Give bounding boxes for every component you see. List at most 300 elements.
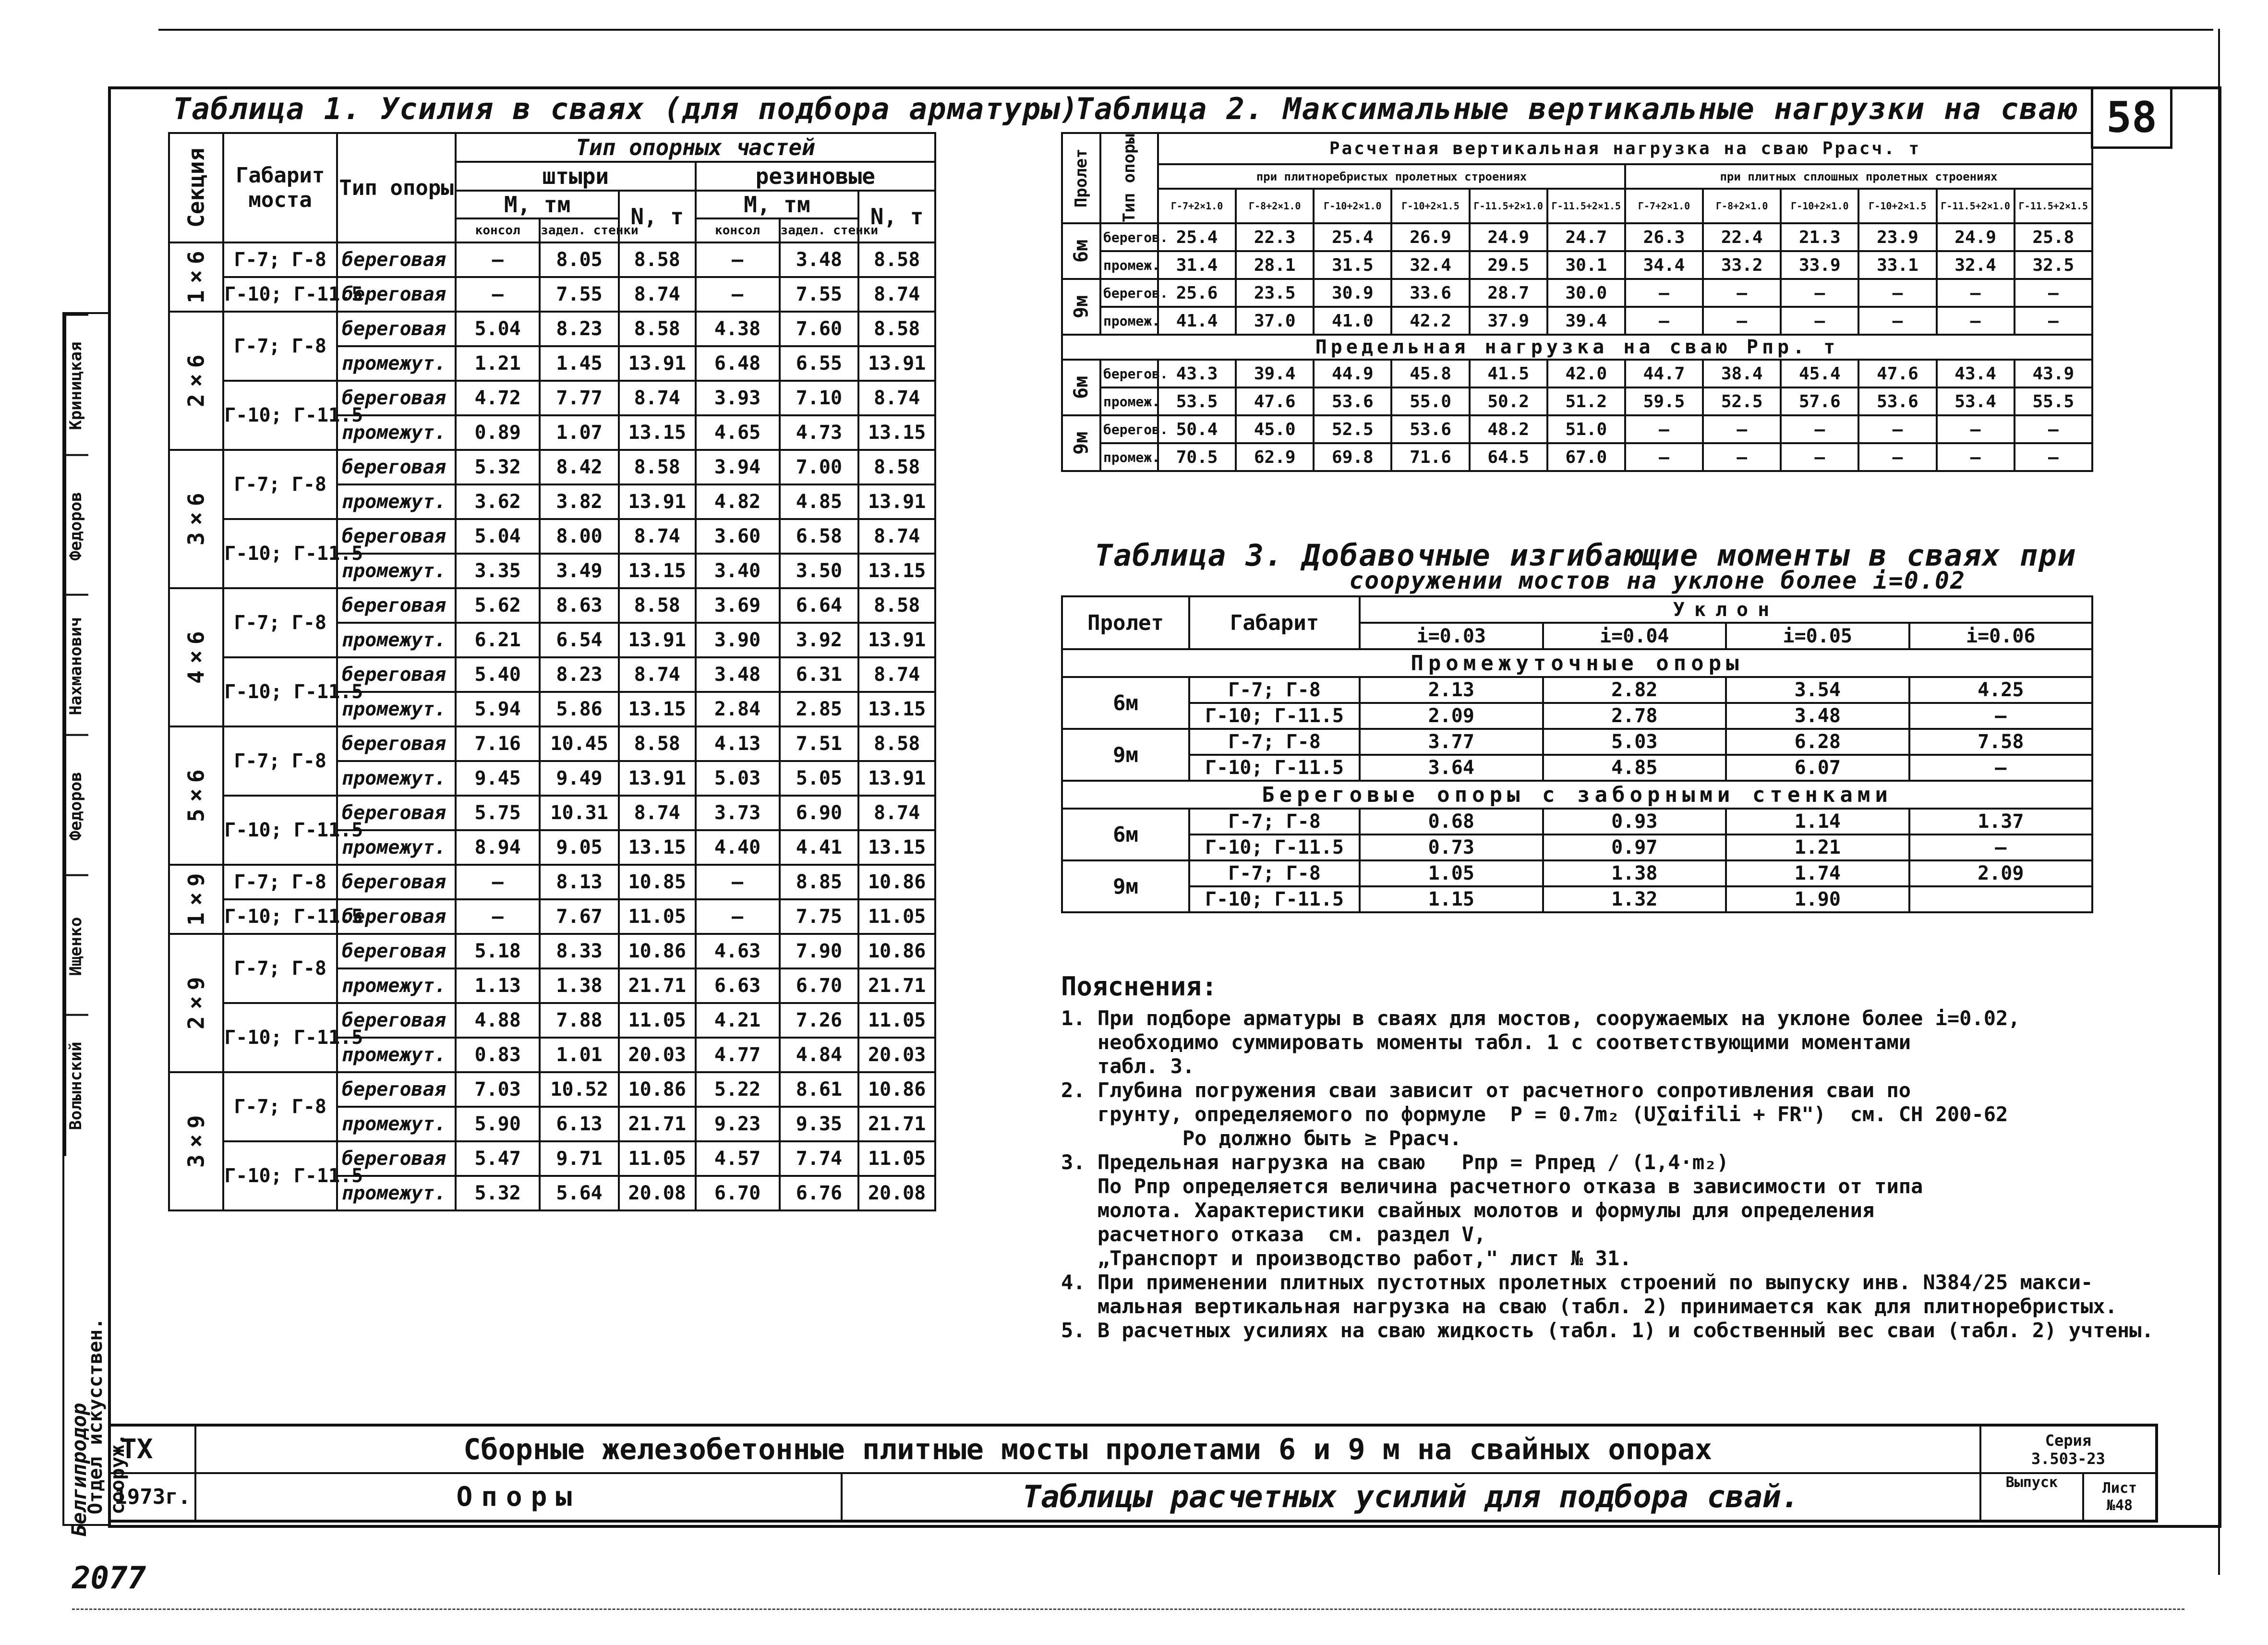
- t2-h-col: Г-11.5+2×1.0: [1470, 189, 1547, 223]
- t1-value: 8.74: [619, 381, 696, 415]
- t1-value: 11.05: [619, 899, 696, 934]
- t1-value: 8.74: [858, 796, 935, 830]
- t1-value: 4.82: [696, 484, 780, 519]
- t1-value: —: [456, 242, 540, 277]
- t3-gabarit: Г-7; Г-8: [1189, 729, 1360, 755]
- t3-value: [1909, 886, 2093, 912]
- t1-support-type: береговая: [337, 277, 456, 312]
- table3-row: [1062, 835, 2092, 860]
- t1-value: 4.41: [780, 830, 859, 865]
- t1-support-type: промежут.: [337, 554, 456, 588]
- tb-part: Опоры: [195, 1473, 842, 1521]
- bottom-number: 2077: [72, 1560, 146, 1596]
- t1-support-type: промежут.: [337, 484, 456, 519]
- t2-h-col: Г-10+2×1.0: [1314, 189, 1391, 223]
- note-line: 1. При подборе арматуры в сваях для мостов, сооружаемых на уклоне более i=0.02,: [1061, 1006, 2020, 1030]
- t1-support-type: береговая: [337, 899, 456, 934]
- t1-gabarit: Г-10; Г-11.5: [223, 1003, 337, 1072]
- note-line: „Транспорт и производство работ," лист № 31.: [1061, 1246, 1632, 1270]
- t2-value: 59.5: [1625, 387, 1703, 415]
- tb-sheet-title: Таблицы расчетных усилий для подбора свай.: [842, 1473, 1980, 1521]
- t3-gabarit: Г-10; Г-11.5: [1189, 835, 1360, 860]
- t2-value: 21.3: [1781, 223, 1858, 251]
- t2-value: 30.1: [1547, 251, 1625, 279]
- t1-value: 5.04: [456, 312, 540, 346]
- t2-h-solid: при плитных сплошных пролетных строениях: [1625, 164, 2092, 189]
- t2-value: —: [1625, 307, 1703, 335]
- t3-value: —: [1909, 835, 2093, 860]
- t1-section: 1×6: [169, 242, 223, 312]
- table1-row: [169, 381, 935, 415]
- t1-gabarit: Г-10; Г-11.5: [223, 381, 337, 450]
- t2-value: 67.0: [1547, 443, 1625, 471]
- t1-value: 13.91: [619, 346, 696, 381]
- t2-value: —: [1937, 415, 2015, 443]
- tb-series: 3.503-23: [2031, 1449, 2105, 1468]
- t1-value: 8.58: [858, 450, 935, 484]
- t3-h-slope-val: i=0.06: [1909, 623, 2093, 649]
- t2-value: 45.8: [1391, 360, 1469, 387]
- t3-value: 4.85: [1543, 755, 1726, 781]
- t1-value: —: [696, 899, 780, 934]
- t2-value: —: [1858, 415, 1936, 443]
- t1-value: 10.31: [540, 796, 619, 830]
- t1-gabarit: Г-10; Г-11.5: [223, 277, 337, 312]
- t2-value: 53.4: [1937, 387, 2015, 415]
- t1-value: 9.45: [456, 761, 540, 796]
- t1-value: 9.23: [696, 1107, 780, 1141]
- t2-value: 31.4: [1158, 251, 1236, 279]
- t2-h-col: Г-11.5+2×1.5: [2015, 189, 2092, 223]
- t3-value: 0.93: [1543, 809, 1726, 835]
- t1-value: 5.90: [456, 1107, 540, 1141]
- t2-value: 24.9: [1470, 223, 1547, 251]
- t1-h-n2: N, т: [858, 191, 935, 242]
- t1-support-type: промежут.: [337, 415, 456, 450]
- t2-h-type: Тип опоры: [1100, 133, 1158, 223]
- t3-gabarit: Г-7; Г-8: [1189, 809, 1360, 835]
- t1-value: 10.86: [619, 934, 696, 968]
- t2-h-col: Г-11.5+2×1.5: [1547, 189, 1625, 223]
- table2-header-row: [1062, 189, 2092, 223]
- t1-value: 13.15: [858, 692, 935, 726]
- t2-value: —: [1781, 443, 1858, 471]
- t1-support-type: береговая: [337, 450, 456, 484]
- t2-type: промеж.: [1100, 387, 1158, 415]
- t3-h-gabarit: Габарит: [1189, 596, 1360, 649]
- t2-h-col: Г-10+2×1.0: [1781, 189, 1858, 223]
- t1-value: 10.52: [540, 1072, 619, 1107]
- t2-value: 44.9: [1314, 360, 1391, 387]
- t1-support-type: промежут.: [337, 968, 456, 1003]
- t1-h-bearing: Тип опорных частей: [456, 133, 935, 162]
- t1-value: 8.58: [619, 588, 696, 623]
- t3-value: 2.09: [1909, 860, 2093, 886]
- t1-value: 5.86: [540, 692, 619, 726]
- t2-value: 53.6: [1391, 415, 1469, 443]
- t1-value: 13.91: [858, 484, 935, 519]
- t3-h-slope-val: i=0.03: [1360, 623, 1543, 649]
- t1-value: 3.93: [696, 381, 780, 415]
- t1-value: 4.57: [696, 1141, 780, 1176]
- t1-value: 6.31: [780, 657, 859, 692]
- t1-h-pins: штыри: [456, 162, 695, 191]
- t1-value: 7.67: [540, 899, 619, 934]
- t3-value: 1.15: [1360, 886, 1543, 912]
- t2-value: 25.4: [1314, 223, 1391, 251]
- table1: [168, 132, 936, 1211]
- t3-value: 4.25: [1909, 677, 2093, 703]
- t2-value: 25.6: [1158, 279, 1236, 307]
- table2-row: [1062, 387, 2092, 415]
- t1-value: 11.05: [858, 1003, 935, 1038]
- t1-value: 6.55: [780, 346, 859, 381]
- t1-value: 7.03: [456, 1072, 540, 1107]
- t1-value: 4.72: [456, 381, 540, 415]
- t1-support-type: береговая: [337, 242, 456, 277]
- t1-value: 13.91: [858, 623, 935, 657]
- t1-value: 3.94: [696, 450, 780, 484]
- t2-value: 23.5: [1236, 279, 1314, 307]
- t1-support-type: береговая: [337, 519, 456, 554]
- side-name: Волынский: [64, 1014, 88, 1156]
- t1-value: 1.45: [540, 346, 619, 381]
- t1-value: 8.58: [858, 726, 935, 761]
- t1-value: 1.38: [540, 968, 619, 1003]
- t2-type: промеж.: [1100, 307, 1158, 335]
- t1-value: 2.84: [696, 692, 780, 726]
- t2-value: 50.4: [1158, 415, 1236, 443]
- t1-value: 6.90: [780, 796, 859, 830]
- t1-value: 8.74: [619, 657, 696, 692]
- t1-value: —: [456, 277, 540, 312]
- t2-value: 53.6: [1314, 387, 1391, 415]
- t1-value: 10.45: [540, 726, 619, 761]
- t2-value: —: [1858, 443, 1936, 471]
- t1-gabarit: Г-7; Г-8: [223, 312, 337, 381]
- t3-gabarit: Г-10; Г-11.5: [1189, 703, 1360, 729]
- t1-value: 8.94: [456, 830, 540, 865]
- side-dept: Отдел искусствен. сооруж.: [84, 1318, 129, 1514]
- t1-value: 8.23: [540, 312, 619, 346]
- t2-value: —: [1858, 279, 1936, 307]
- t1-support-type: береговая: [337, 381, 456, 415]
- right-edge-rule: [2218, 29, 2220, 1575]
- t2-value: 42.0: [1547, 360, 1625, 387]
- t1-value: 3.48: [696, 657, 780, 692]
- t2-value: 53.5: [1158, 387, 1236, 415]
- t3-value: 0.68: [1360, 809, 1543, 835]
- t1-gabarit: Г-7; Г-8: [223, 934, 337, 1003]
- t1-value: —: [456, 899, 540, 934]
- t2-value: 37.9: [1470, 307, 1547, 335]
- t1-h-rubber: резиновые: [696, 162, 935, 191]
- t2-h-ribbed: при плитноребристых пролетных строениях: [1158, 164, 1625, 189]
- table3-section-row: [1062, 781, 2092, 809]
- note-line: мальная вертикальная нагрузка на сваю (табл. 2) принимается как для плитноребристых.: [1061, 1294, 2117, 1318]
- t2-value: —: [1858, 307, 1936, 335]
- t2-value: 52.5: [1314, 415, 1391, 443]
- t1-value: 1.21: [456, 346, 540, 381]
- t2-value: 23.9: [1858, 223, 1936, 251]
- note-line: 4. При применении плитных пустотных пролетных строений по выпуску инв. N384/25 макси-: [1061, 1270, 2093, 1294]
- t1-value: 13.91: [619, 623, 696, 657]
- t1-support-type: береговая: [337, 1003, 456, 1038]
- t3-span: 9м: [1062, 860, 1189, 912]
- t1-value: 8.58: [858, 588, 935, 623]
- t1-value: 13.91: [619, 761, 696, 796]
- t1-h-m: M, тм: [456, 191, 619, 218]
- note-line: табл. 3.: [1061, 1054, 1195, 1078]
- t3-value: 2.82: [1543, 677, 1726, 703]
- t1-value: 8.74: [619, 519, 696, 554]
- table3-row: [1062, 677, 2092, 703]
- t1-value: 4.77: [696, 1038, 780, 1072]
- t3-value: —: [1909, 755, 2093, 781]
- notes: [1061, 971, 2154, 1343]
- side-name: Нахманович: [64, 594, 88, 736]
- t3-span: 9м: [1062, 729, 1189, 781]
- t2-value: 28.1: [1236, 251, 1314, 279]
- t3-value: 6.28: [1726, 729, 1909, 755]
- notes-heading: Пояснения:: [1061, 971, 1218, 1002]
- t3-h-span: Пролет: [1062, 596, 1189, 649]
- t1-value: 3.50: [780, 554, 859, 588]
- t1-h-clamped: задел. стенки: [540, 218, 619, 242]
- t2-value: 69.8: [1314, 443, 1391, 471]
- t2-value: 26.9: [1391, 223, 1469, 251]
- t2-value: 43.3: [1158, 360, 1236, 387]
- t1-value: 8.33: [540, 934, 619, 968]
- t1-value: 6.21: [456, 623, 540, 657]
- t1-value: 20.08: [858, 1176, 935, 1210]
- table2-row: [1062, 307, 2092, 335]
- t2-value: 31.5: [1314, 251, 1391, 279]
- table1-title: Таблица 1. Усилия в сваях (для подбора арматуры): [173, 91, 1079, 126]
- t2-type: берегов.: [1100, 415, 1158, 443]
- t2-value: 55.5: [2015, 387, 2092, 415]
- t1-value: 4.21: [696, 1003, 780, 1038]
- t1-value: 5.75: [456, 796, 540, 830]
- top-rule: [158, 29, 2213, 31]
- t1-value: —: [696, 242, 780, 277]
- t1-section: 2×6: [169, 312, 223, 450]
- t1-support-type: промежут.: [337, 346, 456, 381]
- t2-value: —: [1625, 415, 1703, 443]
- t2-value: —: [1703, 415, 1781, 443]
- table1-row: [169, 277, 935, 312]
- t2-value: —: [1703, 443, 1781, 471]
- t1-value: 8.58: [858, 242, 935, 277]
- t2-value: —: [1937, 307, 2015, 335]
- t2-value: 24.7: [1547, 223, 1625, 251]
- t2-type: берегов.: [1100, 360, 1158, 387]
- table1-row: [169, 588, 935, 623]
- t1-value: 7.74: [780, 1141, 859, 1176]
- t1-gabarit: Г-7; Г-8: [223, 1072, 337, 1141]
- tb-series-cell: [1980, 1425, 2157, 1473]
- t3-value: 1.32: [1543, 886, 1726, 912]
- t1-h-support: Тип опоры: [337, 133, 456, 242]
- t3-h-slope-val: i=0.05: [1726, 623, 1909, 649]
- t1-value: 1.13: [456, 968, 540, 1003]
- t3-value: —: [1909, 703, 2093, 729]
- t1-support-type: береговая: [337, 726, 456, 761]
- side-name: Федоров: [64, 454, 88, 596]
- t2-span: 9м: [1062, 415, 1100, 471]
- t1-section: 2×9: [169, 934, 223, 1072]
- t1-value: 20.03: [619, 1038, 696, 1072]
- t2-value: 45.0: [1236, 415, 1314, 443]
- t1-value: 13.15: [619, 415, 696, 450]
- t1-value: 5.32: [456, 1176, 540, 1210]
- t1-value: 13.15: [619, 692, 696, 726]
- t2-value: —: [2015, 307, 2092, 335]
- t1-support-type: промежут.: [337, 623, 456, 657]
- table2-section-row: [1062, 335, 2092, 360]
- t2-h-col: Г-10+2×1.5: [1858, 189, 1936, 223]
- t1-h2-clamped: задел. стенки: [780, 218, 859, 242]
- t1-value: 0.89: [456, 415, 540, 450]
- t2-type: берегов.: [1100, 279, 1158, 307]
- t1-value: 2.85: [780, 692, 859, 726]
- t1-gabarit: Г-7; Г-8: [223, 588, 337, 657]
- t1-value: 9.49: [540, 761, 619, 796]
- t3-value: 2.13: [1360, 677, 1543, 703]
- t2-value: —: [2015, 279, 2092, 307]
- t1-value: 9.35: [780, 1107, 859, 1141]
- t1-value: —: [456, 865, 540, 899]
- t2-value: 30.9: [1314, 279, 1391, 307]
- t1-support-type: береговая: [337, 865, 456, 899]
- t1-value: 7.00: [780, 450, 859, 484]
- t1-h-gabarit: Габарит моста: [223, 133, 337, 242]
- tb-year: 1973г.: [109, 1473, 195, 1521]
- note-line: молота. Характеристики свайных молотов и формулы для определения: [1061, 1198, 1875, 1222]
- table3-row: [1062, 729, 2092, 755]
- table1-row: [169, 1141, 935, 1176]
- t1-support-type: промежут.: [337, 830, 456, 865]
- t1-h-m2: M, тм: [696, 191, 859, 218]
- t1-value: 8.58: [858, 312, 935, 346]
- t2-value: 26.3: [1625, 223, 1703, 251]
- t2-value: 22.4: [1703, 223, 1781, 251]
- side-name: Криницкая: [64, 314, 88, 456]
- t1-value: 4.73: [780, 415, 859, 450]
- t2-type: промеж.: [1100, 443, 1158, 471]
- t1-value: 8.58: [619, 242, 696, 277]
- t3-value: 3.77: [1360, 729, 1543, 755]
- t2-value: 48.2: [1470, 415, 1547, 443]
- t1-value: 4.85: [780, 484, 859, 519]
- t1-value: 7.16: [456, 726, 540, 761]
- t2-value: 39.4: [1547, 307, 1625, 335]
- t1-gabarit: Г-7; Г-8: [223, 726, 337, 796]
- t2-value: 25.4: [1158, 223, 1236, 251]
- tb-sheet: №48: [2106, 1497, 2133, 1514]
- t3-value: 1.21: [1726, 835, 1909, 860]
- table1-row: [169, 312, 935, 346]
- table1-row: [169, 450, 935, 484]
- t3-value: 3.48: [1726, 703, 1909, 729]
- t1-support-type: береговая: [337, 1072, 456, 1107]
- t2-value: 43.4: [1937, 360, 2015, 387]
- t1-gabarit: Г-7; Г-8: [223, 450, 337, 519]
- note-line: По Pпр определяется величина расчетного отказа в зависимости от типа: [1061, 1174, 1923, 1198]
- t2-value: 24.9: [1937, 223, 2015, 251]
- t1-value: 8.74: [858, 277, 935, 312]
- t1-value: 13.91: [858, 346, 935, 381]
- table2: [1061, 132, 2093, 472]
- t2-value: 41.0: [1314, 307, 1391, 335]
- t1-value: 3.35: [456, 554, 540, 588]
- t3-value: 1.90: [1726, 886, 1909, 912]
- t1-value: 4.84: [780, 1038, 859, 1072]
- t1-gabarit: Г-10; Г-11.5: [223, 519, 337, 588]
- table2-header-row: [1062, 133, 2092, 164]
- t1-support-type: промежут.: [337, 1107, 456, 1141]
- t1-value: —: [696, 277, 780, 312]
- t1-value: 8.13: [540, 865, 619, 899]
- tb-issue-label: Выпуск: [1980, 1473, 2083, 1521]
- t1-value: 4.88: [456, 1003, 540, 1038]
- t1-value: 10.86: [858, 865, 935, 899]
- t1-support-type: береговая: [337, 588, 456, 623]
- t1-value: 6.70: [696, 1176, 780, 1210]
- t1-support-type: береговая: [337, 796, 456, 830]
- t2-value: —: [1937, 443, 2015, 471]
- t2-h-calc: Расчетная вертикальная нагрузка на сваю Ррасч. т: [1158, 133, 2092, 164]
- t2-value: —: [1781, 415, 1858, 443]
- t1-value: 20.03: [858, 1038, 935, 1072]
- t1-section: 3×9: [169, 1072, 223, 1210]
- t2-value: 50.2: [1470, 387, 1547, 415]
- t3-value: 3.64: [1360, 755, 1543, 781]
- t3-value: 0.73: [1360, 835, 1543, 860]
- t1-value: 6.64: [780, 588, 859, 623]
- t2-span: 6м: [1062, 223, 1100, 279]
- t1-value: 10.86: [858, 934, 935, 968]
- t1-value: 4.38: [696, 312, 780, 346]
- t1-value: 13.91: [619, 484, 696, 519]
- t2-value: 39.4: [1236, 360, 1314, 387]
- t2-type: промеж.: [1100, 251, 1158, 279]
- t1-value: 7.90: [780, 934, 859, 968]
- t3-value: 2.78: [1543, 703, 1726, 729]
- t2-value: 44.7: [1625, 360, 1703, 387]
- table2-row: [1062, 251, 2092, 279]
- table1-row: [169, 1003, 935, 1038]
- t2-value: 70.5: [1158, 443, 1236, 471]
- t3-span: 6м: [1062, 809, 1189, 860]
- t2-span: 9м: [1062, 279, 1100, 335]
- table1-header-row: [169, 133, 935, 162]
- table1-row: [169, 657, 935, 692]
- t2-value: 41.4: [1158, 307, 1236, 335]
- table3-row: [1062, 755, 2092, 781]
- t3-gabarit: Г-10; Г-11.5: [1189, 886, 1360, 912]
- t1-value: 21.71: [619, 968, 696, 1003]
- t1-h2-cantilever: консол: [696, 218, 780, 242]
- t2-h-col: Г-7+2×1.0: [1158, 189, 1236, 223]
- t1-value: 8.05: [540, 242, 619, 277]
- tb-series-label: Серия: [2045, 1431, 2092, 1450]
- t1-value: 5.05: [780, 761, 859, 796]
- t2-value: 30.0: [1547, 279, 1625, 307]
- t2-value: 32.4: [1391, 251, 1469, 279]
- note-line: расчетного отказа см. раздел V,: [1061, 1222, 1486, 1246]
- t1-value: 1.01: [540, 1038, 619, 1072]
